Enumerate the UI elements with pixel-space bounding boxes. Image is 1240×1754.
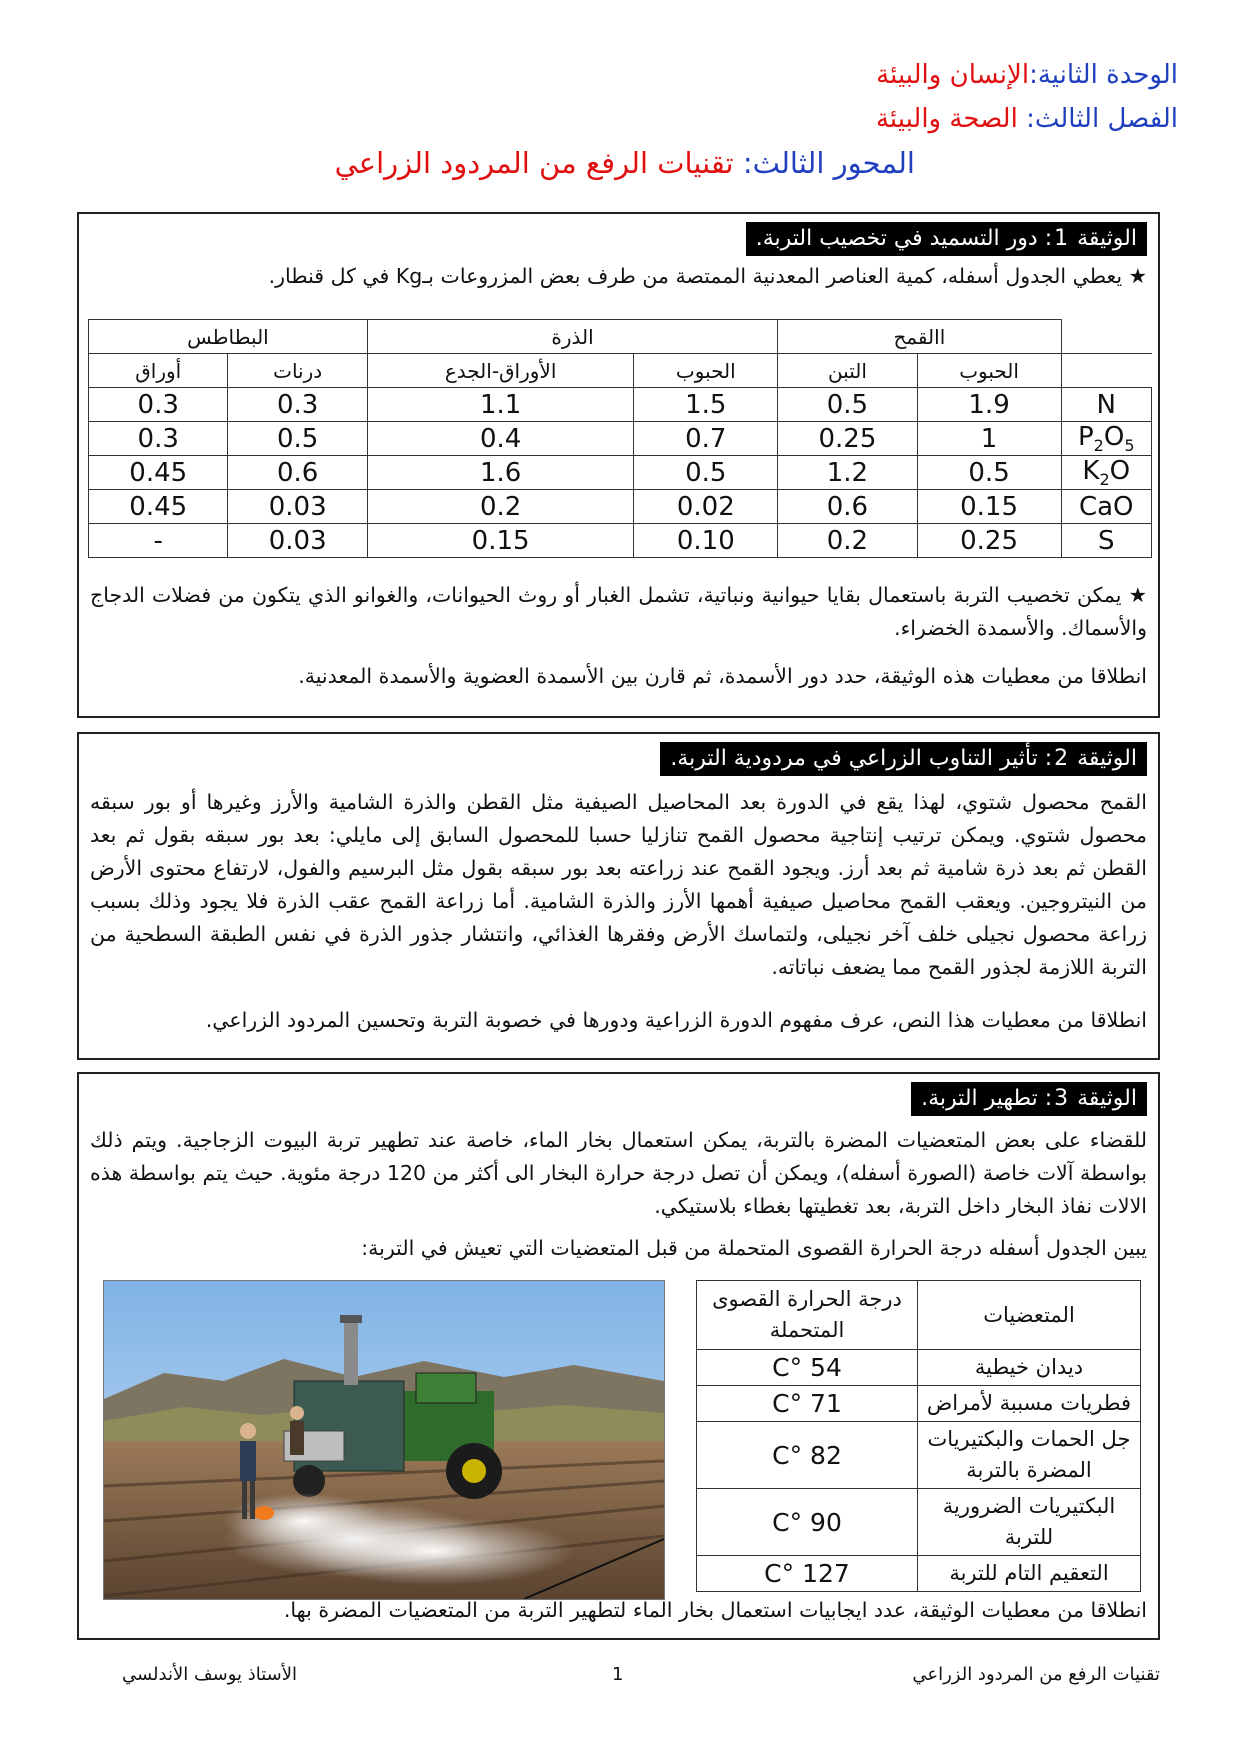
element-label: S: [1061, 524, 1152, 558]
table-row: [89, 388, 1152, 422]
table-cell: 54 °C: [697, 1350, 918, 1386]
document-1-intro: ★ يعطي الجدول أسفله، كمية العناصر المعدنية الممتصة من طرف بعض المزروعات بـKg في كل قنطار.: [268, 264, 1147, 288]
document-2-question: انطلاقا من معطيات هذا النص، عرف مفهوم الدورة الزراعية ودورها في خصوبة التربة وتحسين المردود الزراعي.: [205, 1008, 1147, 1032]
table-cell: فطريات مسببة لأمراض: [918, 1386, 1141, 1422]
table-cell: 0.7: [634, 422, 778, 456]
axis-heading: [335, 146, 915, 180]
table-row: [89, 524, 1152, 558]
table-cell: البكتيريات الضرورية للتربة: [918, 1489, 1141, 1556]
table-cell: 0.5: [917, 456, 1061, 490]
unit-value: الإنسان والبيئة: [876, 60, 1030, 90]
table-cell: 0.4: [367, 422, 633, 456]
table-row: [89, 456, 1152, 490]
chapter-heading: [876, 102, 1178, 136]
crop-header: البطاطس: [89, 320, 368, 354]
table-cell: 90 °C: [697, 1489, 918, 1556]
minerals-table: [88, 319, 1152, 558]
table-cell: 1.6: [367, 456, 633, 490]
document-2-box: [77, 732, 1160, 1060]
document-3-title: الوثيقة 3: تطهير التربة.: [911, 1082, 1147, 1116]
table-cell: 0.3: [228, 388, 367, 422]
part-header: الأوراق-الجدع: [367, 354, 633, 388]
document-1-note: ★ يمكن تخصيب التربة باستعمال بقايا حيوانية ونباتية، تشمل الغبار أو روث الحيوانات، والغوانو الذي يتكون من فضلات الدجاج والأسماك. والأسمدة الخضراء.: [90, 583, 1147, 640]
table-cell: 0.02: [634, 490, 778, 524]
temperature-table: [696, 1280, 1141, 1592]
table-cell: 1.5: [634, 388, 778, 422]
column-header-temperature: درجة الحرارة القصوى المتحملة: [697, 1281, 918, 1350]
document-3-box: [77, 1072, 1160, 1640]
table-cell: 1.1: [367, 388, 633, 422]
table-cell: 0.6: [228, 456, 367, 490]
table-cell: 0.3: [89, 422, 228, 456]
table-cell: -: [89, 524, 228, 558]
element-label: $K_2O$: [1061, 456, 1152, 490]
table-cell: 0.10: [634, 524, 778, 558]
unit-heading: [876, 58, 1178, 92]
element-label: N: [1061, 388, 1152, 422]
chapter-label: الفصل الثالث:: [1026, 104, 1178, 134]
table-row: [89, 422, 1152, 456]
table-row: [697, 1386, 1141, 1422]
crop-header: الذرة: [367, 320, 777, 354]
table-cell: 0.15: [917, 490, 1061, 524]
table-cell: ديدان خيطية: [918, 1350, 1141, 1386]
table-row: [697, 1350, 1141, 1386]
part-header: الحبوب: [917, 354, 1061, 388]
table-cell: 0.5: [778, 388, 917, 422]
crop-header: االقمح: [778, 320, 1061, 354]
table-cell: 1.9: [917, 388, 1061, 422]
document-1-question: انطلاقا من معطيات هذه الوثيقة، حدد دور الأسمدة، ثم قارن بين الأسمدة العضوية والأسمدة المعدنية.: [298, 664, 1147, 688]
table-cell: 0.5: [228, 422, 367, 456]
part-header: التبن: [778, 354, 917, 388]
table-row: [89, 490, 1152, 524]
part-header: أوراق: [89, 354, 228, 388]
document-1-box: [77, 212, 1160, 718]
table-row: [697, 1489, 1141, 1556]
axis-value: تقنيات الرفع من المردود الزراعي: [334, 146, 734, 180]
axis-label: المحور الثالث:: [742, 146, 915, 180]
table-cell: 0.45: [89, 456, 228, 490]
table-cell: 127 °C: [697, 1556, 918, 1592]
table-cell: 71 °C: [697, 1386, 918, 1422]
table-cell: التعقيم التام للتربة: [918, 1556, 1141, 1592]
element-label: CaO: [1061, 490, 1152, 524]
table-row: [697, 1556, 1141, 1592]
table-cell: 0.25: [778, 422, 917, 456]
table-cell: 0.03: [228, 524, 367, 558]
page-number: 1: [612, 1664, 624, 1685]
document-2-title: الوثيقة 2: تأثير التناوب الزراعي في مردودية التربة.: [660, 742, 1147, 776]
table-cell: 1: [917, 422, 1061, 456]
table-cell: 1.2: [778, 456, 917, 490]
table-cell: جل الحمات والبكتيريات المضرة بالتربة: [918, 1422, 1141, 1489]
table-cell: 0.2: [778, 524, 917, 558]
table-cell: 0.6: [778, 490, 917, 524]
document-2-text: القمح محصول شتوي، لهذا يقع في الدورة بعد المحاصيل الصيفية مثل القطن والذرة الشامية والأرز وغيرها أو بور سبقه محصول شتوي. ويمكن ترتيب إنتاجية محصول القمح تنازليا حسبا للمحصول السابق إلى مايلي: بعد بور سبقه بقول ثم بعد القطن ثم بعد ذرة شامية ثم بعد أرز. ويجود القمح عند زراعته بعد بور سبقه بقول مثل البرسيم والفول، لارتفاع محتوى الأرض من النيتروجين. ويعقب القمح محاصيل صيفية أهمها الأرز والذرة الشامية. أما زراعة القمح عقب الذرة فلا يجود وذلك بسبب زراعة محصول نجيلى خلف آخر نجيلى، ولتماسك الأرض وفقرها الغذائي، وانتشار جذور الذرة في نفس الطبقة السطحية من التربة اللازمة لجذور القمح مما يضعف نباتاته.: [90, 790, 1147, 979]
element-label: $P_2O_5$: [1061, 422, 1152, 456]
document-1-title: الوثيقة 1: دور التسميد في تخصيب التربة.: [746, 222, 1147, 256]
document-3-text: للقضاء على بعض المتعضيات المضرة بالتربة، يمكن استعمال بخار الماء، خاصة عند تطهير تربة البيوت الزجاجية. ويتم ذلك بواسطة آلات خاصة (الصورة أسفله)، ويمكن أن تصل درجة حرارة البخار الى أكثر من 120 درجة مئوية. حيث يتم بواسطة هذه الالات نفاذ البخار داخل التربة، بعد تغطيتها بغطاء بلاستيكي.: [90, 1128, 1147, 1218]
table-cell: 0.03: [228, 490, 367, 524]
part-header: درنات: [228, 354, 367, 388]
table-cell: 82 °C: [697, 1422, 918, 1489]
table-cell: 0.5: [634, 456, 778, 490]
table-cell: 0.25: [917, 524, 1061, 558]
steam-machine-illustration: [104, 1281, 664, 1599]
table-cell: 0.3: [89, 388, 228, 422]
unit-label: الوحدة الثانية:: [1029, 60, 1178, 90]
footer-title: تقنيات الرفع من المردود الزراعي: [912, 1664, 1160, 1685]
chapter-value: الصحة والبيئة: [875, 104, 1018, 134]
column-header-organisms: المتعضيات: [918, 1281, 1141, 1350]
table-cell: 0.2: [367, 490, 633, 524]
steam-machine-photo: [103, 1280, 665, 1600]
table-cell: 0.45: [89, 490, 228, 524]
table-row: [697, 1422, 1141, 1489]
footer-author: الأستاذ يوسف الأندلسي: [122, 1664, 298, 1685]
table-cell: 0.15: [367, 524, 633, 558]
document-3-question: انطلاقا من معطيات الوثيقة، عدد ايجابيات استعمال بخار الماء لتطهير التربة من المتعضيات المضرة بها.: [283, 1598, 1147, 1622]
part-header: الحبوب: [634, 354, 778, 388]
document-3-table-intro: يبين الجدول أسفله درجة الحرارة القصوى المتحملة من قبل المتعضيات التي تعيش في التربة:: [361, 1236, 1147, 1260]
